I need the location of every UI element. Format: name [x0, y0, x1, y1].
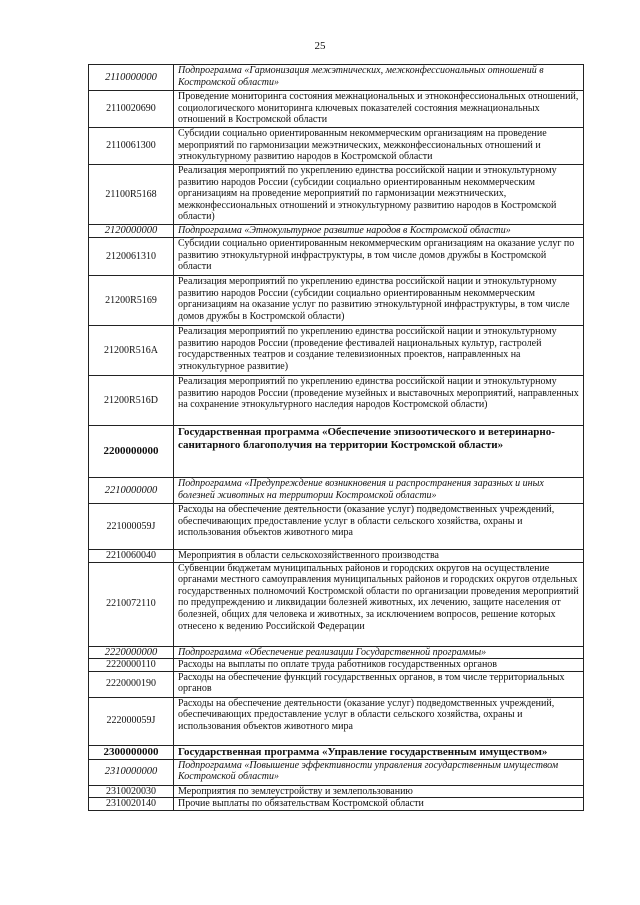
- row-code: 2220000110: [89, 659, 174, 672]
- row-code: 2220000000: [89, 646, 174, 659]
- row-description: Подпрограмма «Этнокультурное развитие народов в Костромской области»: [174, 225, 584, 238]
- row-description: Мероприятия по землеустройству и землепользованию: [174, 785, 584, 798]
- row-code: 21200R5169: [89, 276, 174, 326]
- row-code: 2210072110: [89, 562, 174, 646]
- table-row: [89, 550, 584, 563]
- table-row: [89, 478, 584, 504]
- row-code: 21100R5168: [89, 165, 174, 225]
- row-description: Подпрограмма «Гармонизация межэтнических, межконфессиональных отношений в Костромской области»: [174, 65, 584, 91]
- row-code: 2210060040: [89, 550, 174, 563]
- table-row: [89, 646, 584, 659]
- row-description: Подпрограмма «Обеспечение реализации Государственной программы»: [174, 646, 584, 659]
- row-description: Расходы на обеспечение функций государственных органов, в том числе территориальных органов: [174, 671, 584, 697]
- table-row: [89, 504, 584, 550]
- row-code: 2310000000: [89, 759, 174, 785]
- row-description: Расходы на выплаты по оплате труда работников государственных органов: [174, 659, 584, 672]
- budget-codes-table: [88, 64, 584, 811]
- table-row: [89, 65, 584, 91]
- row-description: Подпрограмма «Предупреждение возникновения и распространения заразных и иных болезней животных на территории Костромской области»: [174, 478, 584, 504]
- row-code: 21200R516D: [89, 376, 174, 426]
- row-code: 2110061300: [89, 128, 174, 165]
- row-code: 2110000000: [89, 65, 174, 91]
- row-description: Подпрограмма «Повышение эффективности управления государственным имуществом Костромской области»: [174, 759, 584, 785]
- row-description: Реализация мероприятий по укреплению единства российской нации и этнокультурному развитию народов России (проведение музейных и выставочных мероприятий, направленных на сохранение этнокультурного наследия народов Костромской области): [174, 376, 584, 426]
- row-code: 2210000000: [89, 478, 174, 504]
- row-code: 222000059J: [89, 697, 174, 745]
- table-row: [89, 238, 584, 276]
- row-description: Реализация мероприятий по укреплению единства российской нации и этнокультурному развитию народов России (субсидии социально ориентированным некоммерческим организациям на проведение мероприятий по гармонизации межэтнических, межконфессиональных отношений и этнокультурному развитию народов в Костромской области): [174, 165, 584, 225]
- row-code: 2310020140: [89, 798, 174, 811]
- table-row: [89, 785, 584, 798]
- row-code: 2200000000: [89, 426, 174, 478]
- table-row: [89, 128, 584, 165]
- row-description: Субвенции бюджетам муниципальных районов и городских округов на осуществление органами местного самоуправления муниципальных районов и городских округов отдельных государственных полномочий Костромской области по организации проведения мероприятий по предупреждению и ликвидации болезней животных, их лечению, защите населения от болезней, общих для человека и животных, за исключением вопросов, решение которых отнесено к ведению Российской Федерации: [174, 562, 584, 646]
- table-row: [89, 671, 584, 697]
- row-description: Реализация мероприятий по укреплению единства российской нации и этнокультурному развитию народов России (проведение фестивалей национальных культур, гастролей государственных театров и создание телевизионных проектов, направленных на этнокультурное развитие): [174, 326, 584, 376]
- row-description: Расходы на обеспечение деятельности (оказание услуг) подведомственных учреждений, обеспечивающих предоставление услуг в области сельского хозяйства, охраны и использования объектов животного мира: [174, 504, 584, 550]
- row-description: Мероприятия в области сельскохозяйственного производства: [174, 550, 584, 563]
- row-description: Субсидии социально ориентированным некоммерческим организациям на проведение мероприятий по гармонизации межэтнических, межконфессиональных отношений и этнокультурному развитию народов в Костромской области: [174, 128, 584, 165]
- row-code: 2310020030: [89, 785, 174, 798]
- table-row: [89, 798, 584, 811]
- table-row: [89, 562, 584, 646]
- row-description: Государственная программа «Обеспечение эпизоотического и ветеринарно-санитарного благополучия на территории Костромской области»: [174, 426, 584, 478]
- row-description: Субсидии социально ориентированным некоммерческим организациям на оказание услуг по развитию этнокультурной инфраструктуры, в том числе домов дружбы в Костромской области: [174, 238, 584, 276]
- table-row: [89, 225, 584, 238]
- row-code: 2220000190: [89, 671, 174, 697]
- table-row: [89, 276, 584, 326]
- row-description: Прочие выплаты по обязательствам Костромской области: [174, 798, 584, 811]
- table-row: [89, 91, 584, 128]
- row-description: Проведение мониторинга состояния межнациональных и этноконфессиональных отношений, социологического мониторинга ключевых показателей состояния межнациональных отношений в Костромской области: [174, 91, 584, 128]
- row-code: 2110020690: [89, 91, 174, 128]
- row-code: 2300000000: [89, 745, 174, 759]
- table-row: [89, 165, 584, 225]
- table-row: [89, 745, 584, 759]
- page-number: 25: [314, 40, 326, 52]
- row-code: 221000059J: [89, 504, 174, 550]
- row-code: 2120000000: [89, 225, 174, 238]
- row-description: Расходы на обеспечение деятельности (оказание услуг) подведомственных учреждений, обеспечивающих предоставление услуг в области сельского хозяйства, охраны и использования объектов животного мира: [174, 697, 584, 745]
- row-description: Реализация мероприятий по укреплению единства российской нации и этнокультурному развитию народов России (субсидии социально ориентированным некоммерческим организациям на оказание услуг по развитию этнокультурной инфраструктуры, в том числе домов дружбы в Костромской области): [174, 276, 584, 326]
- table-row: [89, 697, 584, 745]
- row-code: 21200R516A: [89, 326, 174, 376]
- table-row: [89, 326, 584, 376]
- row-description: Государственная программа «Управление государственным имуществом»: [174, 745, 584, 759]
- table-row: [89, 659, 584, 672]
- table-row: [89, 759, 584, 785]
- row-code: 2120061310: [89, 238, 174, 276]
- table-row: [89, 426, 584, 478]
- table-row: [89, 376, 584, 426]
